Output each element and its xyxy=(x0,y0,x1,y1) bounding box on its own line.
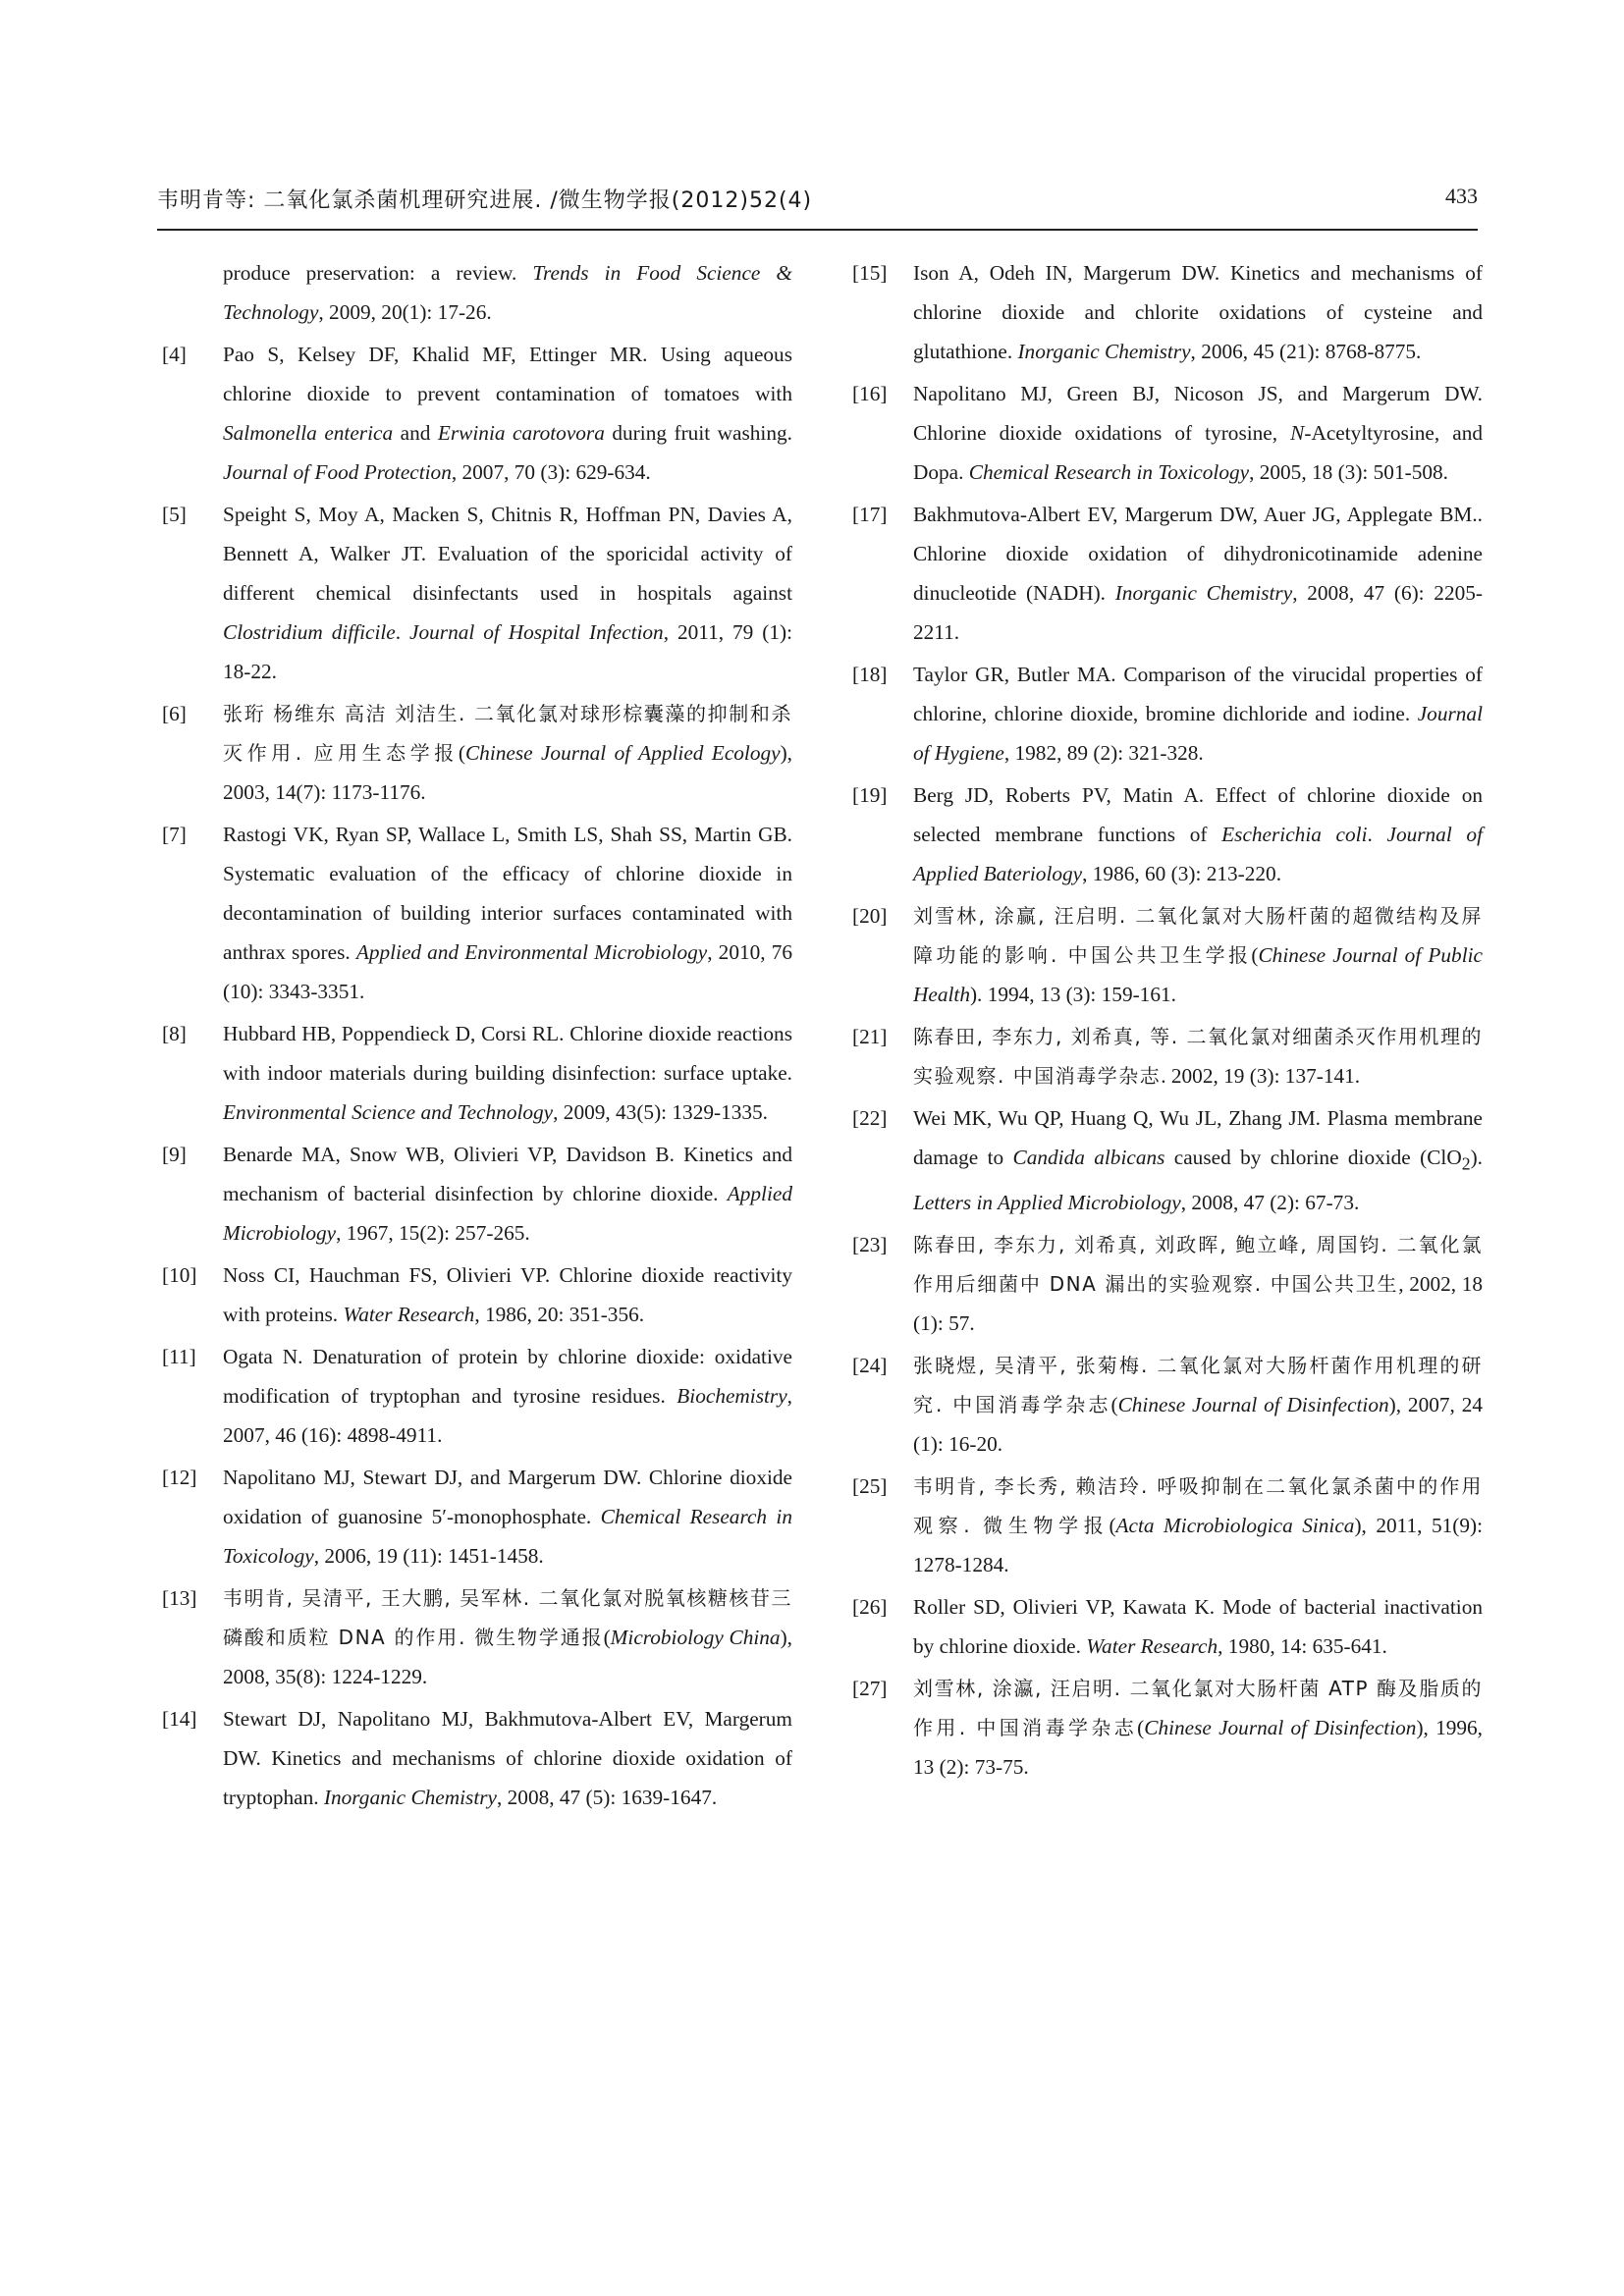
reference-text: Wei MK, Wu QP, Huang Q, Wu JL, Zhang JM. Plasma membrane damage to Candida albicans caused by chlorine dioxide (ClO$_2$). Letters in Applied Microbiology, 2008, 47 (2): 67-73. xyxy=(913,1106,1484,1215)
reference-text: Benarde MA, Snow WB, Olivieri VP, Davidson B. Kinetics and mechanism of bacterial disinfection by chlorine dioxide. Applied Microbiology, 1967, 15(2): 257-265. xyxy=(223,1143,792,1245)
reference-entry xyxy=(852,1225,1483,1343)
reference-number: [10] xyxy=(162,1263,197,1287)
reference-number: [18] xyxy=(852,663,888,686)
reference-number: [22] xyxy=(852,1106,888,1130)
reference-number: [7] xyxy=(162,823,187,846)
reference-number: [5] xyxy=(162,503,187,526)
running-header xyxy=(157,180,1478,219)
reference-entry xyxy=(162,335,792,492)
reference-entry xyxy=(162,1135,792,1253)
reference-entry xyxy=(162,495,792,691)
reference-entry xyxy=(852,1017,1483,1095)
reference-entry xyxy=(162,815,792,1011)
reference-entry xyxy=(852,1098,1483,1222)
reference-entry xyxy=(162,253,792,332)
reference-number: [23] xyxy=(852,1233,888,1257)
reference-number: [26] xyxy=(852,1595,888,1620)
reference-entry xyxy=(162,1255,792,1334)
reference-number: [15] xyxy=(852,261,888,285)
reference-number: [21] xyxy=(852,1025,888,1048)
running-title: 韦明肯等: 二氧化氯杀菌机理研究进展. /微生物学报(2012)52(4) xyxy=(157,188,813,213)
reference-number: [6] xyxy=(162,702,187,725)
reference-text: Ison A, Odeh IN, Margerum DW. Kinetics and mechanisms of chlorine dioxide and chlorite oxidations of cysteine and glutathione. Inorganic Chemistry, 2006, 45 (21): 8768-8775. xyxy=(913,261,1483,363)
reference-text: produce preservation: a review. Trends in Food Science & Technology, 2009, 20(1): 17-26. xyxy=(223,261,792,324)
reference-number: [4] xyxy=(162,343,187,366)
page-number: 433 xyxy=(1445,184,1478,208)
reference-number: [13] xyxy=(162,1586,197,1610)
references-right-column xyxy=(852,253,1483,1789)
reference-text: Pao S, Kelsey DF, Khalid MF, Ettinger MR. Using aqueous chlorine dioxide to prevent contamination of tomatoes with Salmonella enterica and Erwinia carotovora during fruit washing. Journal of Food Protection, 2007, 70 (3): 629-634. xyxy=(223,343,792,484)
reference-entry xyxy=(852,1669,1483,1787)
references-left-column xyxy=(162,253,792,1820)
reference-number: [9] xyxy=(162,1143,187,1166)
reference-number: [19] xyxy=(852,783,888,807)
reference-text: 张珩 杨维东 高洁 刘洁生. 二氧化氯对球形棕囊藻的抑制和杀灭作用. 应用生态学报(Chinese Journal of Applied Ecology), 2003, 14(7): 1173-1176. xyxy=(223,702,793,804)
reference-number: [8] xyxy=(162,1022,187,1045)
reference-entry xyxy=(852,374,1483,492)
reference-entry xyxy=(852,1346,1483,1464)
reference-number: [17] xyxy=(852,503,888,526)
reference-entry xyxy=(162,1337,792,1455)
reference-text: Roller SD, Olivieri VP, Kawata K. Mode of bacterial inactivation by chlorine dioxide. Water Research, 1980, 14: 635-641. xyxy=(913,1595,1483,1659)
reference-entry xyxy=(852,655,1483,773)
reference-number: [25] xyxy=(852,1474,888,1499)
reference-text: 陈春田, 李东力, 刘希真, 刘政晖, 鲍立峰, 周国钧. 二氧化氯作用后细菌中 DNA 漏出的实验观察. 中国公共卫生, 2002, 18 (1): 57. xyxy=(913,1233,1483,1336)
reference-text: Taylor GR, Butler MA. Comparison of the virucidal properties of chlorine, chlorine dioxide, bromine dichloride and iodine. Journal of Hygiene, 1982, 89 (2): 321-328. xyxy=(913,663,1483,765)
reference-entry xyxy=(852,253,1483,371)
reference-entry xyxy=(162,1014,792,1132)
reference-number: [12] xyxy=(162,1466,197,1489)
reference-number: [11] xyxy=(162,1345,196,1368)
reference-text: 韦明肯, 吴清平, 王大鹏, 吴军林. 二氧化氯对脱氧核糖核苷三磷酸和质粒 DNA 的作用. 微生物学通报(Microbiology China), 2008, 35(8): 1224-1229. xyxy=(223,1586,792,1688)
reference-text: Napolitano MJ, Stewart DJ, and Margerum DW. Chlorine dioxide oxidation of guanosine 5′-monophosphate. Chemical Research in Toxicology, 2006, 19 (11): 1451-1458. xyxy=(223,1466,792,1568)
reference-text: 陈春田, 李东力, 刘希真, 等. 二氧化氯对细菌杀灭作用机理的实验观察. 中国消毒学杂志. 2002, 19 (3): 137-141. xyxy=(913,1025,1483,1088)
reference-entry xyxy=(162,1578,792,1696)
reference-entry xyxy=(162,694,792,812)
reference-text: Rastogi VK, Ryan SP, Wallace L, Smith LS, Shah SS, Martin GB. Systematic evaluation of the efficacy of chlorine dioxide in decontamination of building interior surfaces contaminated with anthrax spores. Applied and Environmental Microbiology, 2010, 76 (10): 3343-3351. xyxy=(223,823,792,1003)
reference-number: [14] xyxy=(162,1707,197,1731)
reference-entry xyxy=(852,1587,1483,1666)
reference-text: Napolitano MJ, Green BJ, Nicoson JS, and Margerum DW. Chlorine dioxide oxidations of tyrosine, N-Acetyltyrosine, and Dopa. Chemical Research in Toxicology, 2005, 18 (3): 501-508. xyxy=(913,382,1483,484)
reference-text: 刘雪林, 涂瀛, 汪启明. 二氧化氯对大肠杆菌 ATP 酶及脂质的作用. 中国消毒学杂志(Chinese Journal of Disinfection), 1996, 13 (2): 73-75. xyxy=(913,1677,1483,1780)
reference-entry xyxy=(852,1467,1483,1584)
reference-text: Bakhmutova-Albert EV, Margerum DW, Auer JG, Applegate BM.. Chlorine dioxide oxidation of dihydronicotinamide adenine dinucleotide (NADH). Inorganic Chemistry, 2008, 47 (6): 2205-2211. xyxy=(913,503,1483,644)
reference-text: Ogata N. Denaturation of protein by chlorine dioxide: oxidative modification of tryptophan and tyrosine residues. Biochemistry, 2007, 46 (16): 4898-4911. xyxy=(223,1345,792,1447)
reference-text: Speight S, Moy A, Macken S, Chitnis R, Hoffman PN, Davies A, Bennett A, Walker JT. Evaluation of the sporicidal activity of different chemical disinfectants used in hospitals against Clostridium difficile. Journal of Hospital Infection, 2011, 79 (1): 18-22. xyxy=(223,503,792,683)
reference-number: [20] xyxy=(852,904,888,928)
reference-number: [16] xyxy=(852,382,888,405)
header-rule xyxy=(157,229,1478,231)
reference-entry xyxy=(162,1458,792,1575)
reference-text: 张晓煜, 吴清平, 张菊梅. 二氧化氯对大肠杆菌作用机理的研究. 中国消毒学杂志(Chinese Journal of Disinfection), 2007, 24 (1): 16-20. xyxy=(913,1354,1483,1457)
reference-text: Hubbard HB, Poppendieck D, Corsi RL. Chlorine dioxide reactions with indoor materials during building disinfection: surface uptake. Environmental Science and Technology, 2009, 43(5): 1329-1335. xyxy=(223,1022,792,1124)
reference-number: [27] xyxy=(852,1677,888,1701)
reference-text: Stewart DJ, Napolitano MJ, Bakhmutova-Albert EV, Margerum DW. Kinetics and mechanisms of chlorine dioxide oxidation of tryptophan. Inorganic Chemistry, 2008, 47 (5): 1639-1647. xyxy=(223,1707,792,1809)
reference-text: 刘雪林, 涂赢, 汪启明. 二氧化氯对大肠杆菌的超微结构及屏障功能的影响. 中国公共卫生学报(Chinese Journal of Public Health). 1994, 13 (3): 159-161. xyxy=(913,904,1483,1006)
reference-entry xyxy=(852,775,1483,893)
reference-entry xyxy=(852,495,1483,652)
reference-number: [24] xyxy=(852,1354,888,1378)
reference-entry xyxy=(852,896,1483,1014)
reference-text: Berg JD, Roberts PV, Matin A. Effect of chlorine dioxide on selected membrane functions of Escherichia coli. Journal of Applied Bateriology, 1986, 60 (3): 213-220. xyxy=(913,783,1483,885)
reference-text: 韦明肯, 李长秀, 赖洁玲. 呼吸抑制在二氧化氯杀菌中的作用观察. 微生物学报(Acta Microbiologica Sinica), 2011, 51(9): 1278-1284. xyxy=(913,1474,1483,1577)
reference-text: Noss CI, Hauchman FS, Olivieri VP. Chlorine dioxide reactivity with proteins. Water Research, 1986, 20: 351-356. xyxy=(223,1263,792,1326)
reference-entry xyxy=(162,1699,792,1817)
